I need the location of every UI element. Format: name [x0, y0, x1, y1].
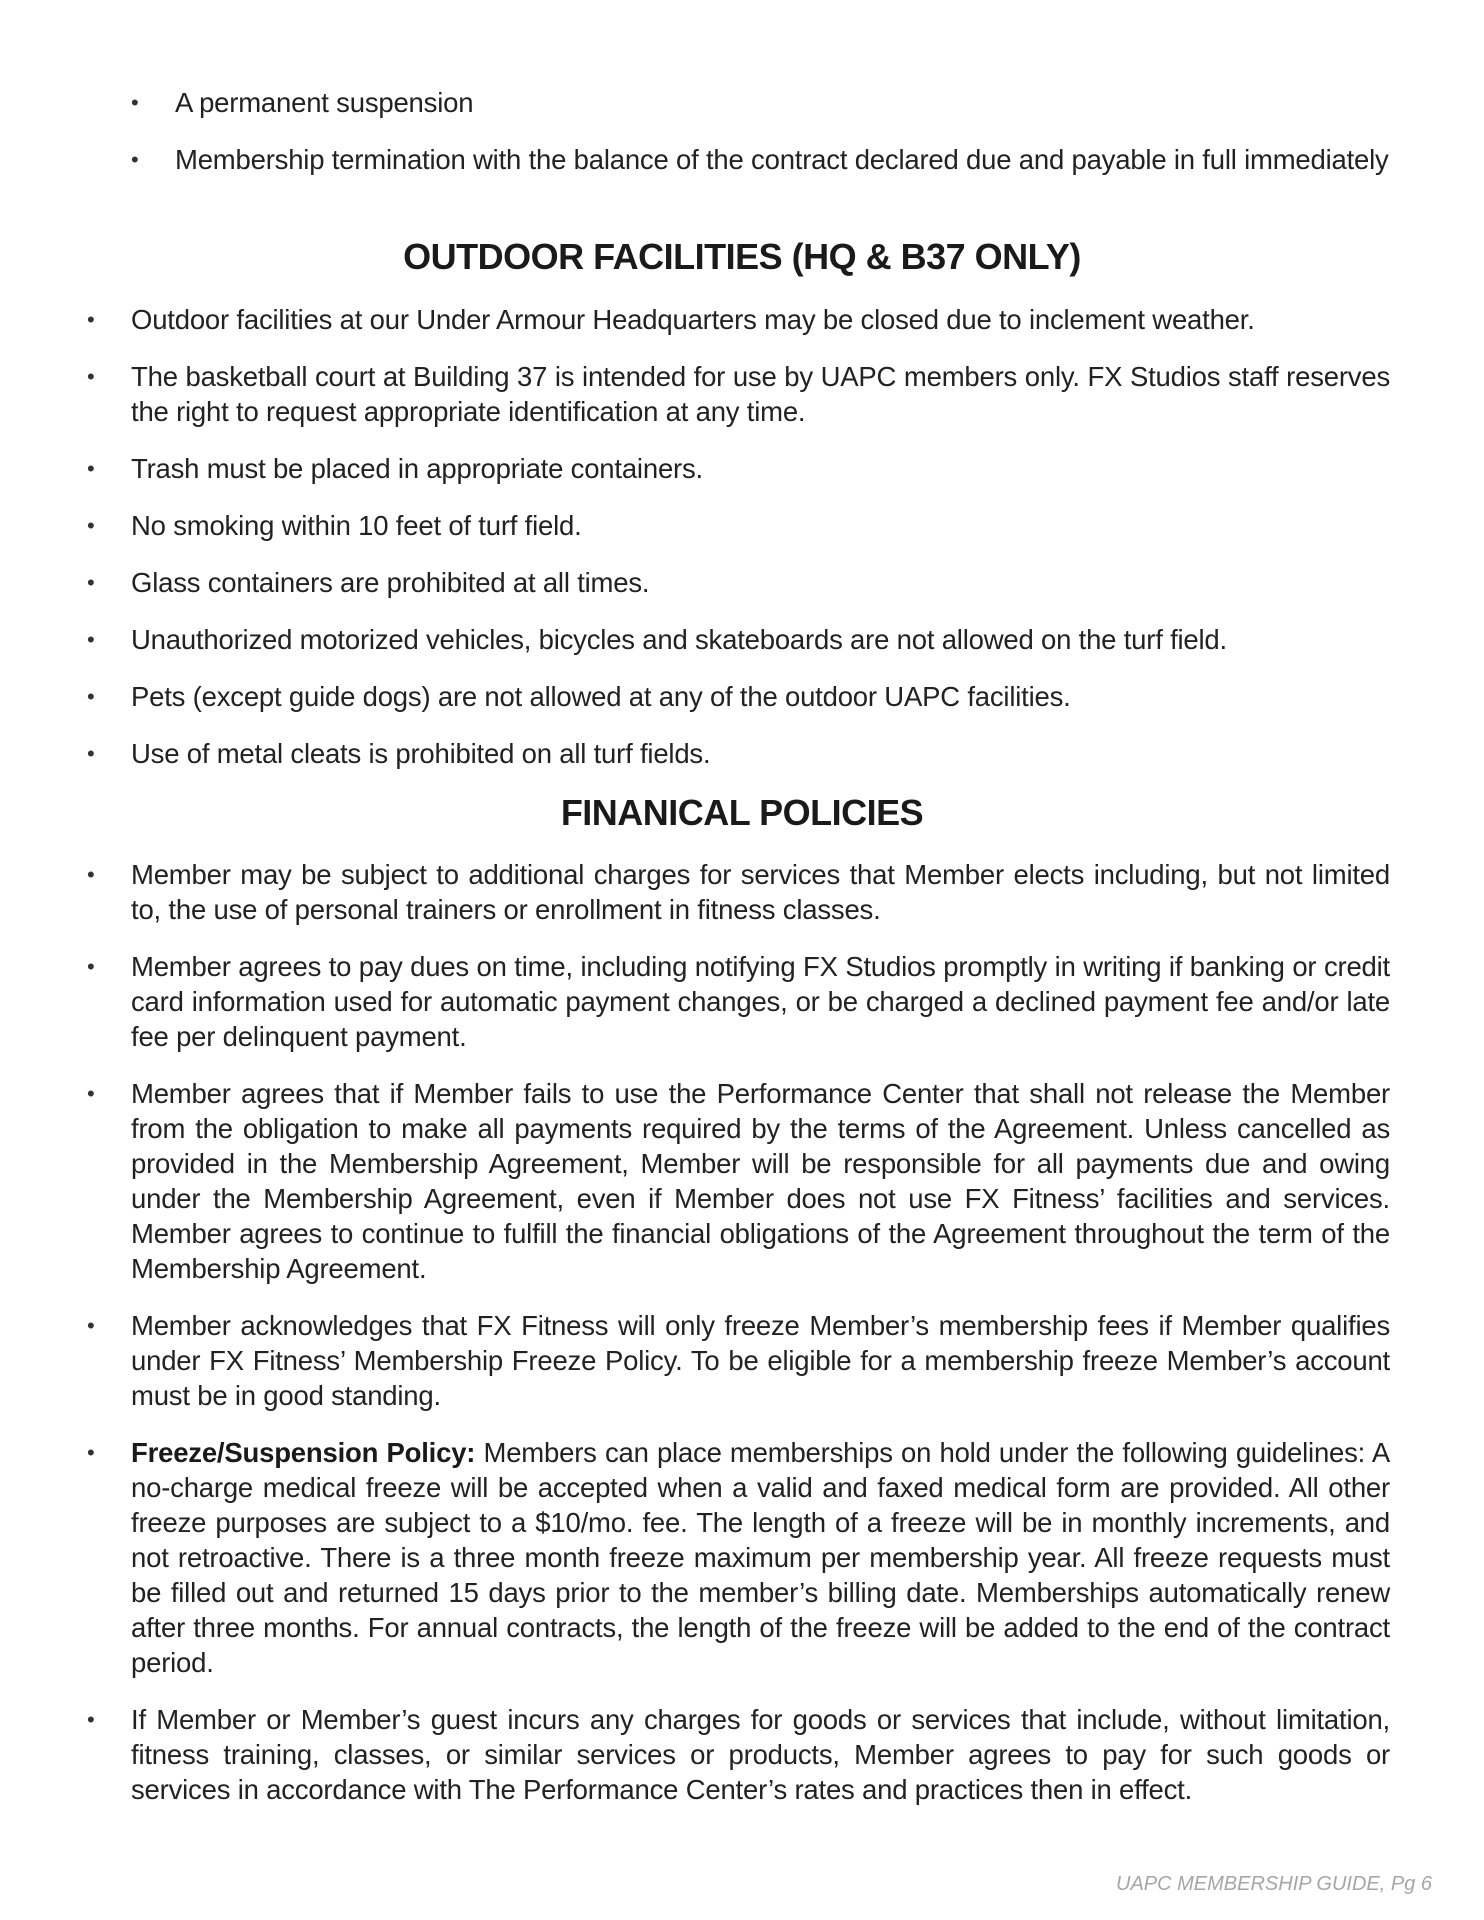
list-item: • Pets (except guide dogs) are not allowed at any of the outdoor UAPC facilities.: [131, 679, 1390, 714]
list-item: • Member agrees that if Member fails to use the Performance Center that shall not release the Member from the obligation to make all payments required by the terms of the Agreement. Unless cancelled as provided in the Membership Agreement, Member will be responsible for all payments due and owing under the Membership Agreement, even if Member does not use FX Fitness’ facilities and services. Member agrees to continue to fulfill the financial obligations of the Agreement throughout the term of the Membership Agreement.: [131, 1076, 1390, 1286]
list-item: • Use of metal cleats is prohibited on all turf fields.: [131, 736, 1390, 771]
list-item: • Outdoor facilities at our Under Armour Headquarters may be closed due to inclement weather.: [131, 302, 1390, 337]
page-footer: UAPC MEMBERSHIP GUIDE, Pg 6: [1116, 1873, 1432, 1895]
list-item-freeze-policy: [131, 1435, 1390, 1680]
list-item: • No smoking within 10 feet of turf field.: [131, 508, 1390, 543]
section-heading-financial: FINANICAL POLICIES: [560, 792, 924, 833]
list-item: • Trash must be placed in appropriate containers.: [131, 451, 1390, 486]
section-heading-outdoor: OUTDOOR FACILITIES (HQ & B37 ONLY): [403, 236, 1081, 277]
list-item: • The basketball court at Building 37 is intended for use by UAPC members only. FX Studios staff reserves the right to request appropriate identification at any time.: [131, 359, 1390, 429]
list-item: • Unauthorized motorized vehicles, bicycles and skateboards are not allowed on the turf field.: [131, 622, 1390, 657]
freeze-policy-label: Freeze/Suspension Policy:: [131, 1437, 476, 1468]
financial-bullet-list: [131, 857, 1390, 1829]
list-item: • Member may be subject to additional charges for services that Member elects including, but not limited to, the use of personal trainers or enrollment in fitness classes.: [131, 857, 1390, 927]
list-item: • A permanent suspension: [175, 85, 1390, 120]
list-item: • Membership termination with the balance of the contract declared due and payable in full immediately: [175, 142, 1390, 177]
list-item: • Glass containers are prohibited at all times.: [131, 565, 1390, 600]
continued-bullet-list: [175, 85, 1390, 199]
list-item: • If Member or Member’s guest incurs any charges for goods or services that include, without limitation, fitness training, classes, or similar services or products, Member agrees to pay for such goods or services in accordance with The Performance Center’s rates and practices then in effect.: [131, 1702, 1390, 1807]
freeze-policy-text: Members can place memberships on hold under the following guidelines: A no-charge medical freeze will be accepted when a valid and faxed medical form are provided. All other freeze purposes are subject to a $10/mo. fee. The length of a freeze will be in monthly increments, and not retroactive. There is a three month freeze maximum per membership year. All freeze requests must be filled out and returned 15 days prior to the member’s billing date. Memberships automatically renew after three months. For annual contracts, the length of the freeze will be added to the end of the contract period.: [131, 1437, 1391, 1678]
outdoor-bullet-list: [131, 302, 1390, 793]
list-item: • Member agrees to pay dues on time, including notifying FX Studios promptly in writing if banking or credit card information used for automatic payment changes, or be charged a declined payment fee and/or late fee per delinquent payment.: [131, 949, 1390, 1054]
list-item: • Member acknowledges that FX Fitness will only freeze Member’s membership fees if Member qualifies under FX Fitness’ Membership Freeze Policy. To be eligible for a membership freeze Member’s account must be in good standing.: [131, 1308, 1390, 1413]
